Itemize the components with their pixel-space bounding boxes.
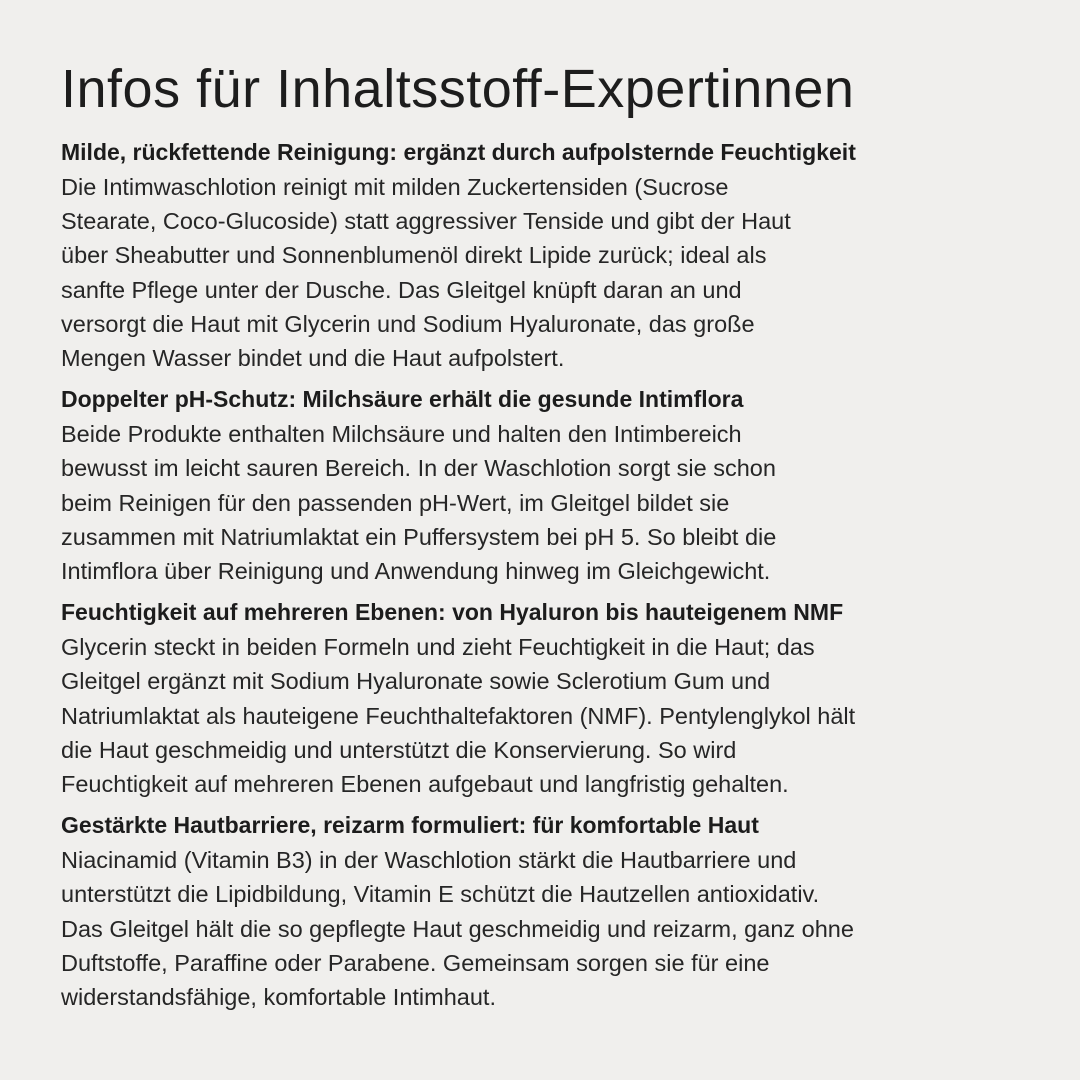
body-line: sanfte Pflege unter der Dusche. Das Gleitgel knüpft daran an und	[61, 276, 742, 303]
section-ph-protection	[61, 383, 1040, 588]
body-line: über Sheabutter und Sonnenblumenöl direkt Lipide zurück; ideal als	[61, 242, 767, 269]
body-line: Intimflora über Reinigung und Anwendung hinweg im Gleichgewicht.	[61, 558, 771, 585]
sections	[61, 136, 1040, 1014]
section-body	[61, 843, 1040, 1014]
section-mild-cleansing	[61, 136, 1040, 375]
section-heading: Doppelter pH-Schutz: Milchsäure erhält die gesunde Intimflora	[61, 386, 744, 413]
body-line: versorgt die Haut mit Glycerin und Sodium Hyaluronate, das große	[61, 310, 755, 337]
section-body	[61, 170, 1040, 375]
body-line: Feuchtigkeit auf mehreren Ebenen aufgebaut und langfristig gehalten.	[61, 771, 789, 798]
body-line: Beide Produkte enthalten Milchsäure und halten den Intimbereich	[61, 421, 742, 448]
section-heading: Milde, rückfettende Reinigung: ergänzt durch aufpolsternde Feuchtigkeit	[61, 139, 856, 165]
body-line: Duftstoffe, Paraffine oder Parabene. Gemeinsam sorgen sie für eine	[61, 949, 770, 976]
body-line: die Haut geschmeidig und unterstützt die Konservierung. So wird	[61, 736, 737, 763]
body-line: Das Gleitgel hält die so gepflegte Haut geschmeidig und reizarm, ganz ohne	[61, 915, 854, 942]
body-line: zusammen mit Natriumlaktat ein Puffersystem bei pH 5. So bleibt die	[61, 523, 777, 550]
body-line: Glycerin steckt in beiden Formeln und zieht Feuchtigkeit in die Haut; das	[61, 634, 815, 661]
body-line: Gleitgel ergänzt mit Sodium Hyaluronate sowie Sclerotium Gum und	[61, 668, 771, 695]
body-line: bewusst im leicht sauren Bereich. In der Waschlotion sorgt sie schon	[61, 455, 776, 482]
body-line: Niacinamid (Vitamin B3) in der Waschlotion stärkt die Hautbarriere und	[61, 847, 797, 874]
section-body	[61, 630, 1040, 801]
page-title: Infos für Inhaltsstoff-Expertinnen	[61, 59, 855, 119]
body-line: Stearate, Coco-Glucoside) statt aggressiver Tenside und gibt der Haut	[61, 208, 791, 235]
body-line: Mengen Wasser bindet und die Haut aufpolstert.	[61, 345, 565, 372]
section-body	[61, 417, 1040, 588]
body-line: beim Reinigen für den passenden pH-Wert, im Gleitgel bildet sie	[61, 489, 730, 516]
section-heading: Feuchtigkeit auf mehreren Ebenen: von Hyaluron bis hauteigenem NMF	[61, 599, 844, 626]
section-heading: Gestärkte Hautbarriere, reizarm formuliert: für komfortable Haut	[61, 812, 759, 839]
body-line: unterstützt die Lipidbildung, Vitamin E schützt die Hautzellen antioxidativ.	[61, 881, 820, 908]
body-line: Natriumlaktat als hauteigene Feuchthaltefaktoren (NMF). Pentylenglykol hält	[61, 702, 856, 729]
body-line: Die Intimwaschlotion reinigt mit milden Zuckertensiden (Sucrose	[61, 174, 729, 200]
section-moisture-levels	[61, 596, 1040, 801]
body-line: widerstandsfähige, komfortable Intimhaut.	[61, 984, 496, 1011]
section-skin-barrier	[61, 809, 1040, 1014]
